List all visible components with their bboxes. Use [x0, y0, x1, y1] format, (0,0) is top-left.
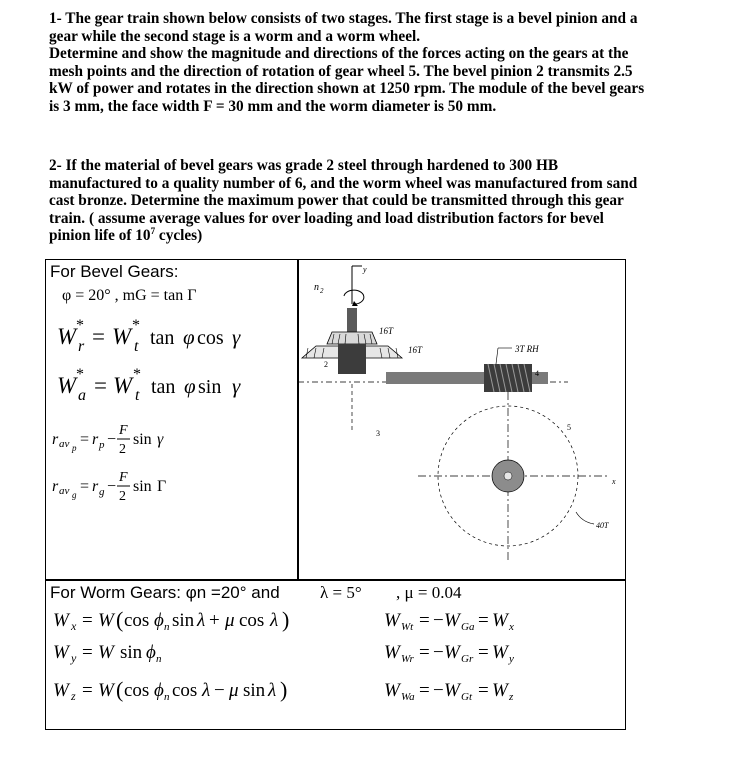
svg-text:γ: γ	[157, 431, 164, 448]
x-axis-label: x	[612, 477, 616, 486]
svg-text:z: z	[509, 691, 514, 703]
problem-2-last-line	[49, 227, 699, 245]
svg-text:g: g	[99, 486, 105, 498]
svg-text:μ: μ	[225, 610, 235, 631]
svg-text:=: =	[94, 373, 107, 398]
svg-text:W: W	[98, 610, 114, 631]
svg-text:λ: λ	[197, 610, 206, 631]
pinion-teeth-label: 16T	[379, 326, 394, 336]
problem-1-line: Determine and show the magnitude and directions of the forces acting on the gears at the	[49, 45, 629, 62]
worm-shaft	[386, 372, 466, 384]
svg-text:−: −	[433, 642, 444, 663]
svg-text:tan: tan	[150, 327, 175, 349]
svg-text:cos: cos	[124, 680, 150, 701]
gear-2-label: 2	[324, 360, 328, 369]
svg-text:cos: cos	[124, 610, 150, 631]
svg-text:Wr: Wr	[401, 653, 414, 665]
svg-text:(: (	[116, 607, 124, 632]
worm-lambda: λ = 5°	[320, 583, 362, 602]
n2-subscript: 2	[320, 287, 324, 295]
bevel-eq-radial-visual	[57, 317, 241, 355]
svg-text:cos: cos	[239, 610, 265, 631]
worm-and: and	[251, 583, 280, 602]
svg-text:−: −	[433, 610, 444, 631]
svg-text:y: y	[71, 651, 77, 665]
wheel-teeth-leader	[576, 512, 594, 524]
worm-mu: , μ = 0.04	[396, 583, 462, 602]
bevel-separator: ,	[114, 287, 119, 304]
svg-text:z: z	[71, 689, 76, 703]
problem-2-line: train. ( assume average values for over loading and load distribution factors for bevel	[49, 209, 604, 227]
worm-label: 3T RH	[515, 344, 539, 354]
worm-formulas-panel	[45, 579, 626, 730]
svg-text:W: W	[492, 680, 508, 701]
svg-text:ϕ: ϕ	[146, 642, 156, 663]
problem-2-life-text-end: cycles)	[155, 227, 203, 244]
svg-text:sin: sin	[133, 478, 152, 495]
svg-text:F: F	[119, 470, 128, 485]
wheel-teeth-label: 40T	[596, 521, 609, 530]
svg-text:W: W	[444, 642, 460, 663]
worm-eq-wr-visual	[384, 642, 514, 665]
svg-text:=: =	[419, 610, 430, 631]
svg-text:*: *	[76, 317, 84, 334]
problem-1-line: mesh points and the direction of rotation of gear wheel 5. The bevel pinion 2 transmits 2.5	[49, 62, 633, 80]
svg-text:W: W	[112, 324, 132, 349]
svg-text:(: (	[116, 677, 124, 702]
worm-4-label: 4	[535, 369, 539, 378]
svg-text:p: p	[72, 443, 77, 453]
bevel-pressure-angle	[62, 287, 196, 305]
problem-2-life-exponent: 7	[150, 225, 156, 236]
svg-text:g: g	[72, 490, 77, 500]
problem-2-line: 2- If the material of bevel gears was grade 2 steel through hardened to 300 HB	[49, 157, 559, 174]
svg-text:cos: cos	[172, 680, 198, 701]
svg-text:t: t	[135, 387, 140, 404]
svg-text:Gt: Gt	[461, 691, 472, 703]
svg-text:Gr: Gr	[461, 653, 474, 665]
svg-text:a: a	[78, 387, 86, 404]
svg-text:av: av	[59, 485, 70, 497]
svg-text:Γ: Γ	[157, 478, 167, 495]
svg-text:ϕ: ϕ	[154, 610, 164, 631]
svg-text:sin: sin	[172, 610, 195, 631]
bevel-eq-ravg-visual	[52, 470, 166, 504]
svg-text:W: W	[444, 680, 460, 701]
problem-1-text	[49, 10, 699, 115]
svg-text:sin: sin	[198, 376, 222, 398]
svg-text:W: W	[384, 642, 400, 663]
worm-wheel-bore	[504, 472, 512, 480]
svg-text:Wa: Wa	[401, 691, 415, 703]
svg-text:=: =	[478, 610, 489, 631]
svg-text:): )	[282, 607, 290, 632]
svg-text:W: W	[53, 680, 69, 701]
svg-text:γ: γ	[232, 374, 241, 398]
n2-label: n	[314, 282, 319, 293]
svg-text:λ: λ	[268, 680, 277, 701]
svg-text:n: n	[164, 691, 170, 703]
svg-text:n: n	[164, 621, 170, 633]
svg-text:Wt: Wt	[401, 621, 414, 633]
svg-text:t: t	[134, 338, 139, 355]
bevel-formulas-panel	[45, 259, 299, 581]
svg-text:): )	[280, 677, 288, 702]
bevel-pinion-2	[327, 332, 377, 344]
svg-text:W: W	[98, 680, 114, 701]
worm-eq-wa-visual	[384, 680, 514, 703]
svg-text:2: 2	[119, 489, 126, 504]
bevel-gear-3-hub	[338, 344, 366, 374]
svg-text:x: x	[71, 619, 77, 633]
svg-text:W: W	[492, 642, 508, 663]
worm-eq-wt-visual	[384, 610, 514, 633]
worm-heading-row	[50, 583, 280, 603]
svg-text:W: W	[444, 610, 460, 631]
svg-text:=: =	[478, 680, 489, 701]
svg-text:x: x	[509, 621, 514, 633]
svg-text:n: n	[156, 653, 162, 665]
svg-text:cos: cos	[197, 327, 224, 349]
svg-text:=: =	[80, 478, 90, 495]
bevel-eq-axial-visual	[57, 366, 241, 404]
svg-text:W: W	[384, 680, 400, 701]
svg-text:r: r	[92, 431, 99, 448]
svg-text:p: p	[99, 439, 105, 451]
svg-text:r: r	[52, 431, 59, 448]
svg-text:W: W	[53, 642, 69, 663]
svg-text:+: +	[209, 610, 220, 631]
worm-eq-y-visual	[53, 642, 162, 665]
svg-text:r: r	[92, 478, 99, 495]
bevel-eq-ravp-visual	[52, 423, 164, 457]
svg-text:=: =	[80, 431, 90, 448]
problem-2-life-text: pinion life of 10	[49, 227, 151, 244]
gear-train-diagram	[298, 260, 625, 580]
bevel-equation-ravg	[46, 464, 298, 524]
svg-text:=: =	[82, 642, 93, 663]
problem-2-line: cast bronze. Determine the maximum power that could be transmitted through this gear	[49, 192, 624, 209]
svg-text:*: *	[133, 366, 141, 383]
gear-3-label: 3	[376, 429, 380, 438]
worm-eq-z-visual	[53, 677, 287, 703]
worm-equations	[46, 604, 625, 724]
worm-eq-x-visual	[53, 607, 289, 633]
svg-text:−: −	[214, 680, 225, 701]
svg-text:=: =	[92, 324, 105, 349]
gear-train-figure-panel	[297, 259, 626, 581]
svg-text:2: 2	[119, 442, 126, 457]
problem-2-line: manufactured to a quality number of 6, and the worm wheel was manufactured from sand	[49, 174, 638, 192]
svg-text:sin: sin	[120, 642, 143, 663]
svg-text:*: *	[132, 317, 140, 334]
gear-teeth-label: 16T	[408, 345, 423, 355]
svg-text:φ: φ	[184, 374, 196, 398]
svg-text:ϕ: ϕ	[154, 680, 164, 701]
svg-text:W: W	[492, 610, 508, 631]
y-axis-label: y	[363, 265, 367, 274]
bevel-heading: For Bevel Gears:	[50, 262, 179, 281]
problem-1-line: gear while the second stage is a worm and a worm wheel.	[49, 27, 421, 45]
svg-text:r: r	[78, 338, 85, 355]
svg-text:y: y	[509, 653, 514, 665]
svg-text:=: =	[419, 680, 430, 701]
svg-text:tan: tan	[151, 376, 176, 398]
svg-text:=: =	[82, 680, 93, 701]
bevel-equations	[46, 310, 298, 470]
svg-text:W: W	[98, 642, 114, 663]
svg-text:Ga: Ga	[461, 621, 475, 633]
problem-1-line: kW of power and rotates in the direction shown at 1250 rpm. The module of the bevel gears	[49, 80, 645, 97]
svg-text:=: =	[82, 610, 93, 631]
svg-text:μ: μ	[229, 680, 239, 701]
svg-text:W: W	[53, 610, 69, 631]
bevel-mg-value: mG = tan Γ	[122, 287, 197, 304]
svg-text:=: =	[419, 642, 430, 663]
svg-text:W: W	[384, 610, 400, 631]
svg-text:λ: λ	[202, 680, 211, 701]
problem-1-line: is 3 mm, the face width F = 30 mm and the worm diameter is 50 mm.	[49, 97, 497, 115]
wheel-5-label: 5	[567, 423, 571, 432]
svg-text:−: −	[107, 431, 117, 448]
svg-text:φ: φ	[183, 325, 195, 349]
problem-1-line: 1- The gear train shown below consists of two stages. The first stage is a bevel pinion and a	[49, 10, 638, 27]
svg-text:γ: γ	[232, 325, 241, 349]
svg-text:W: W	[57, 324, 77, 349]
problem-2-text	[49, 157, 699, 245]
worm-heading: For Worm Gears:	[50, 583, 181, 602]
svg-text:*: *	[76, 366, 84, 383]
svg-text:λ: λ	[270, 610, 279, 631]
svg-text:r: r	[52, 478, 59, 495]
svg-text:−: −	[433, 680, 444, 701]
bevel-phi-value: φ = 20°	[62, 287, 111, 304]
worm-phi-n: φn =20°	[185, 583, 247, 602]
svg-text:=: =	[478, 642, 489, 663]
svg-text:sin: sin	[243, 680, 266, 701]
svg-text:F: F	[119, 423, 128, 438]
svg-text:sin: sin	[133, 431, 152, 448]
svg-text:av: av	[59, 438, 70, 450]
svg-text:W: W	[57, 373, 77, 398]
svg-text:W: W	[113, 373, 133, 398]
svg-text:−: −	[107, 478, 117, 495]
